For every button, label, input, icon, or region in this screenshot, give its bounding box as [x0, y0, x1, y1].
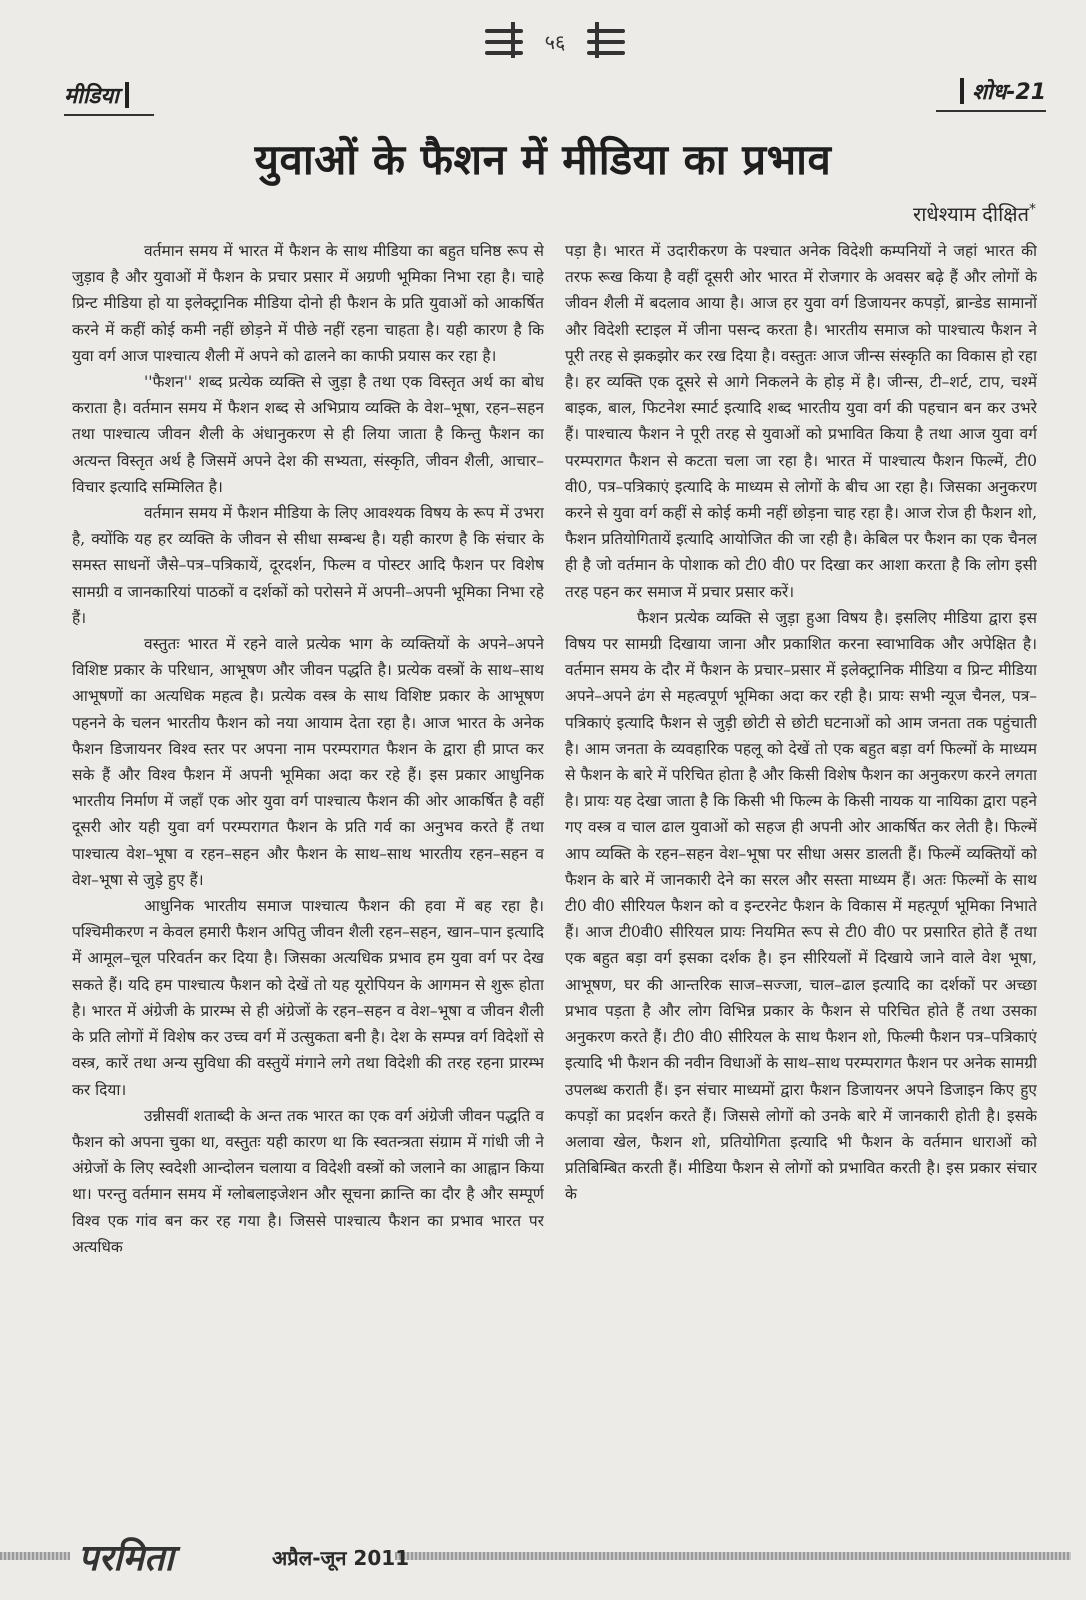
section-underline-right	[936, 110, 1046, 112]
author-footnote-mark: *	[1029, 201, 1036, 218]
footer-rule-left	[0, 1552, 70, 1560]
author-name: राधेश्याम दीक्षित	[913, 202, 1029, 226]
section-label-media	[64, 80, 129, 110]
paragraph: ''फैशन'' शब्द प्रत्येक व्यक्ति से जुड़ा है तथा एक विस्तृत अर्थ का बोध कराता है। वर्तमान समय में फैशन शब्द से अभिप्राय व्यक्ति के वेश–भूषा, रहन–सहन तथा पाश्चात्य जीवन शैली के अंधानुकरण से ही लिया जाता है किन्तु फैशन का अत्यन्त विस्तृत अर्थ है जिसमें अपने देश की सभ्यता, संस्कृति, जीवन शैली, आचार–विचार इत्यादि सम्मिलित है।	[72, 373, 544, 496]
text-column-left	[72, 238, 544, 1528]
section-underline-left	[64, 114, 154, 116]
page-number: ५६	[544, 30, 566, 54]
journal-name: परमिता	[78, 1538, 174, 1579]
issue-date: अप्रैल-जून 2011	[272, 1546, 410, 1570]
ornament-bars-left	[485, 22, 523, 56]
paragraph: पड़ा है। भारत में उदारीकरण के पश्चात अनेक विदेशी कम्पनियों ने जहां भारत की तरफ रूख किया है वहीं दूसरी ओर भारत में रोजगार के अवसर बढ़े हैं और लोगों के जीवन शैली में बदलाव आया है। आज हर युवा वर्ग डिजायनर कपड़ों, ब्रान्डेड सामानों और विदेशी स्टाइल में जीना पसन्द करता है। भारतीय समाज को पाश्चात्य फैशन ने पूरी तरह से झकझोर कर रख दिया है। वस्तुतः आज जीन्स संस्कृति का विकास हो रहा है। हर व्यक्ति एक दूसरे से आगे निकलने के होड़ में है। जीन्स, टी–शर्ट, टाप, चश्में बाइक, बाल, फिटनेश स्मार्ट इत्यादि शब्द भारतीय युवा वर्ग की पहचान बन कर उभरे हैं। पाश्चात्य फैशन ने पूरी तरह से युवाओं को प्रभावित किया है तथा आज युवा वर्ग परम्परागत फैशन से कटता चला जा रहा है। भारत में पाश्चात्य फैशन फिल्में, टी0 वी0, पत्र–पत्रिकाएं इत्यादि के माध्यम से लोगों के बीच आ रहा है। जिसका अनुकरण करने से युवा वर्ग कहीं से कोई कमी नहीं छोड़ना चाह रहा है। आज रोज ही फैशन शो, फैशन प्रतियोगितायें इत्यादि आयोजित की जा रही है। केबिल पर फैशन का एक चैनल ही है जो वर्तमान के पोशाक को टी0 वी0 पर दिखा कर आशा करता है कि लोग इसी तरह पहन कर समाज में प्रचार प्रसार करें।	[565, 242, 1037, 601]
paragraph: फैशन प्रत्येक व्यक्ति से जुड़ा हुआ विषय है। इसलिए मीडिया द्वारा इस विषय पर सामग्री दिखाया जाना और प्रकाशित करना स्वाभाविक और अपेक्षित है। वर्तमान समय के दौर में फैशन के प्रचार–प्रसार में इलेक्ट्रानिक मीडिया व प्रिन्ट मीडिया अपने–अपने ढंग से महत्वपूर्ण भूमिका अदा कर रही है। प्रायः सभी न्यूज चैनल, पत्र–पत्रिकाएं इत्यादि फैशन से जुड़ी छोटी से छोटी घटनाओं को आम जनता तक पहुंचाती है। आम जनता के व्यवहारिक पहलू को देखें तो एक बहुत बड़ा वर्ग फिल्मों के माध्यम से फैशन के बारे में परिचित होता है और किसी विशेष फैशन का अनुकरण करने लगता है। प्रायः यह देखा जाता है कि किसी भी फिल्म के किसी नायक या नायिका द्वारा पहने गए वस्त्र व चाल ढाल युवाओं को सहज ही अपनी ओर आकर्षित कर लेती है। फिल्में आप व्यक्ति के रहन–सहन वेश–भूषा पर सीधा असर डालती हैं। फिल्में व्यक्तियों को फैशन के बारे में जानकारी देने का सरल और सस्ता माध्यम हैं। अतः फिल्मों के साथ टी0 वी0 सीरियल फैशन को व इन्टरनेट फैशन के विकास में महत्पूर्ण भूमिका निभाते हैं। आज टी0वी0 सीरियल प्रायः नियमित रूप से टी0 वी0 पर प्रसारित होते हैं तथा एक बहुत बड़ा वर्ग इसका दर्शक है। इन सीरियलों में दिखाये जाने वाले वेश भूषा, आभूषण, घर की आन्तरिक साज–सज्जा, चाल–ढाल इत्यादि का दर्शकों पर अच्छा प्रभाव पड़ता है और लोग विभिन्न प्रकार के फैशन से परिचित होते हैं तथा उसका अनुकरण करते हैं। टी0 वी0 सीरियल के साथ फैशन शो, फिल्मी फैशन पत्र–पत्रिकाएं इत्यादि भी फैशन की नवीन विधाओं के साथ–साथ परम्परागत फैशन पर अनेक सामग्री उपलब्ध कराती हैं। इन संचार माध्यमों द्वारा फैशन डिजायनर अपने डिजाइन किए हुए कपड़ों का प्रदर्शन करते हैं। जिससे लोगों को उनके बारे में जानकारी होती है। इसके अलावा खेल, फैशन शो, प्रतियोगिता इत्यादि भी फैशन के वर्तमान धाराओं को प्रतिबिम्बित करती हैं। मीडिया फैशन से लोगों को प्रभावित करती है। इस प्रकार संचार के	[565, 608, 1037, 1204]
author-line	[913, 200, 1036, 227]
paragraph: वर्तमान समय में फैशन मीडिया के लिए आवश्यक विषय के रूप में उभरा है, क्योंकि यह हर व्यक्ति के जीवन से सीधा सम्बन्ध है। यही कारण है कि संचार के समस्त साधनों जैसे–पत्र–पत्रिकायें, दूरदर्शन, फिल्म व पोस्टर आदि फैशन पर विशेष सामग्री व जानकारियां पाठकों व दर्शकों को परोसने में अपनी–अपनी भूमिका निभा रहे हैं।	[72, 504, 544, 627]
paragraph: उन्नीसवीं शताब्दी के अन्त तक भारत का एक वर्ग अंग्रेजी जीवन पद्धति व फैशन को अपना चुका था, वस्तुतः यही कारण था कि स्वतन्त्रता संग्राम में गांधी जी ने अंग्रेजों के लिए स्वदेशी आन्दोलन चलाया व विदेशी वस्त्रों को जलाने का आह्वान किया था। परन्तु वर्तमान समय में ग्लोबलाइजेशन और सूचना क्रान्ति का दौर है और सम्पूर्ण विश्व एक गांव बन कर रह गया है। जिससे पाश्चात्य फैशन का प्रभाव भारत पर अत्यधिक	[72, 1106, 544, 1256]
footer-rule-right	[395, 1552, 1071, 1560]
section-label-right-text: शोध-21	[972, 80, 1046, 105]
paragraph: वर्तमान समय में भारत में फैशन के साथ मीडिया का बहुत घनिष्ठ रूप से जुड़ाव है और युवाओं में फैशन के प्रचार प्रसार में अग्रणी भूमिका निभा रहा है। चाहे प्रिन्ट मीडिया हो या इलेक्ट्रानिक मीडिया दोनो ही फैशन के प्रति युवाओं को आकर्षित करने में कहीं कोई कमी नहीं छोड़ने में पीछे नहीं रहना चाहता है। यही कारण है कि युवा वर्ग आज पाश्चात्य शैली में अपने को ढालने का काफी प्रयास कर रहा है।	[72, 242, 544, 365]
paragraph: वस्तुतः भारत में रहने वाले प्रत्येक भाग के व्यक्तियों के अपने–अपने विशिष्ट प्रकार के परिधान, आभूषण और जीवन पद्धति है। प्रत्येक वस्त्रों के साथ–साथ आभूषणों का अत्यधिक महत्व है। प्रत्येक वस्त्र के साथ विशिष्ट प्रकार के आभूषण पहनने के चलन भारतीय फैशन को नया आयाम देता रहा है। आज भारत के अनेक फैशन डिजायनर विश्व स्तर पर अपना नाम परम्परागत फैशन के द्वारा ही प्राप्त कर सके हैं और विश्व फैशन में अपनी भूमिका अदा कर रहे हैं। इस प्रकार आधुनिक भारतीय निर्माण में जहाँ एक ओर युवा वर्ग पाश्चात्य फैशन की ओर आकर्षित है वहीं दूसरी ओर यही युवा वर्ग परम्परागत फैशन के प्रति गर्व का अनुभव करते हैं तथा पाश्चात्य वेश–भूषा व रहन–सहन और फैशन के साथ–साथ भारतीय रहन–सहन व वेश–भूषा से जुड़े हुए हैं।	[72, 635, 544, 889]
article-title: युवाओं के फैशन में मीडिया का प्रभाव	[254, 135, 832, 184]
section-label-shodh	[960, 76, 1046, 106]
section-label-bar	[960, 78, 964, 104]
page-number-block	[485, 18, 625, 60]
paragraph: आधुनिक भारतीय समाज पाश्चात्य फैशन की हवा में बह रहा है। पश्चिमीकरण न केवल हमारी फैशन अपितु जीवन शैली रहन–सहन, खान–पान इत्यादि में आमूल–चूल परिवर्तन कर दिया है। जिसका अत्यधिक प्रभाव हम युवा वर्ग पर देख सकते हैं। यदि हम पाश्चात्य फैशन को देखें तो यह यूरोपियन के आगमन से शुरू होता है। भारत में अंग्रेजी के प्रारम्भ से ही अंग्रेजों के रहन–सहन व वेश–भूषा व जीवन शैली के प्रति लोगों में विशेष कर उच्च वर्ग में उत्सुकता बनी है। देश के सम्पन्न वर्ग विदेशों से वस्त्र, कारें तथा अन्य सुविधा की वस्तुयें मंगाने लगे तथा विदेशी की तरह रहना प्रारम्भ कर दिया।	[72, 897, 544, 1099]
section-label-bar	[125, 82, 129, 108]
ornament-bars-right	[587, 22, 625, 56]
section-label-left-text: मीडिया	[64, 84, 119, 109]
text-column-right	[565, 238, 1037, 1528]
